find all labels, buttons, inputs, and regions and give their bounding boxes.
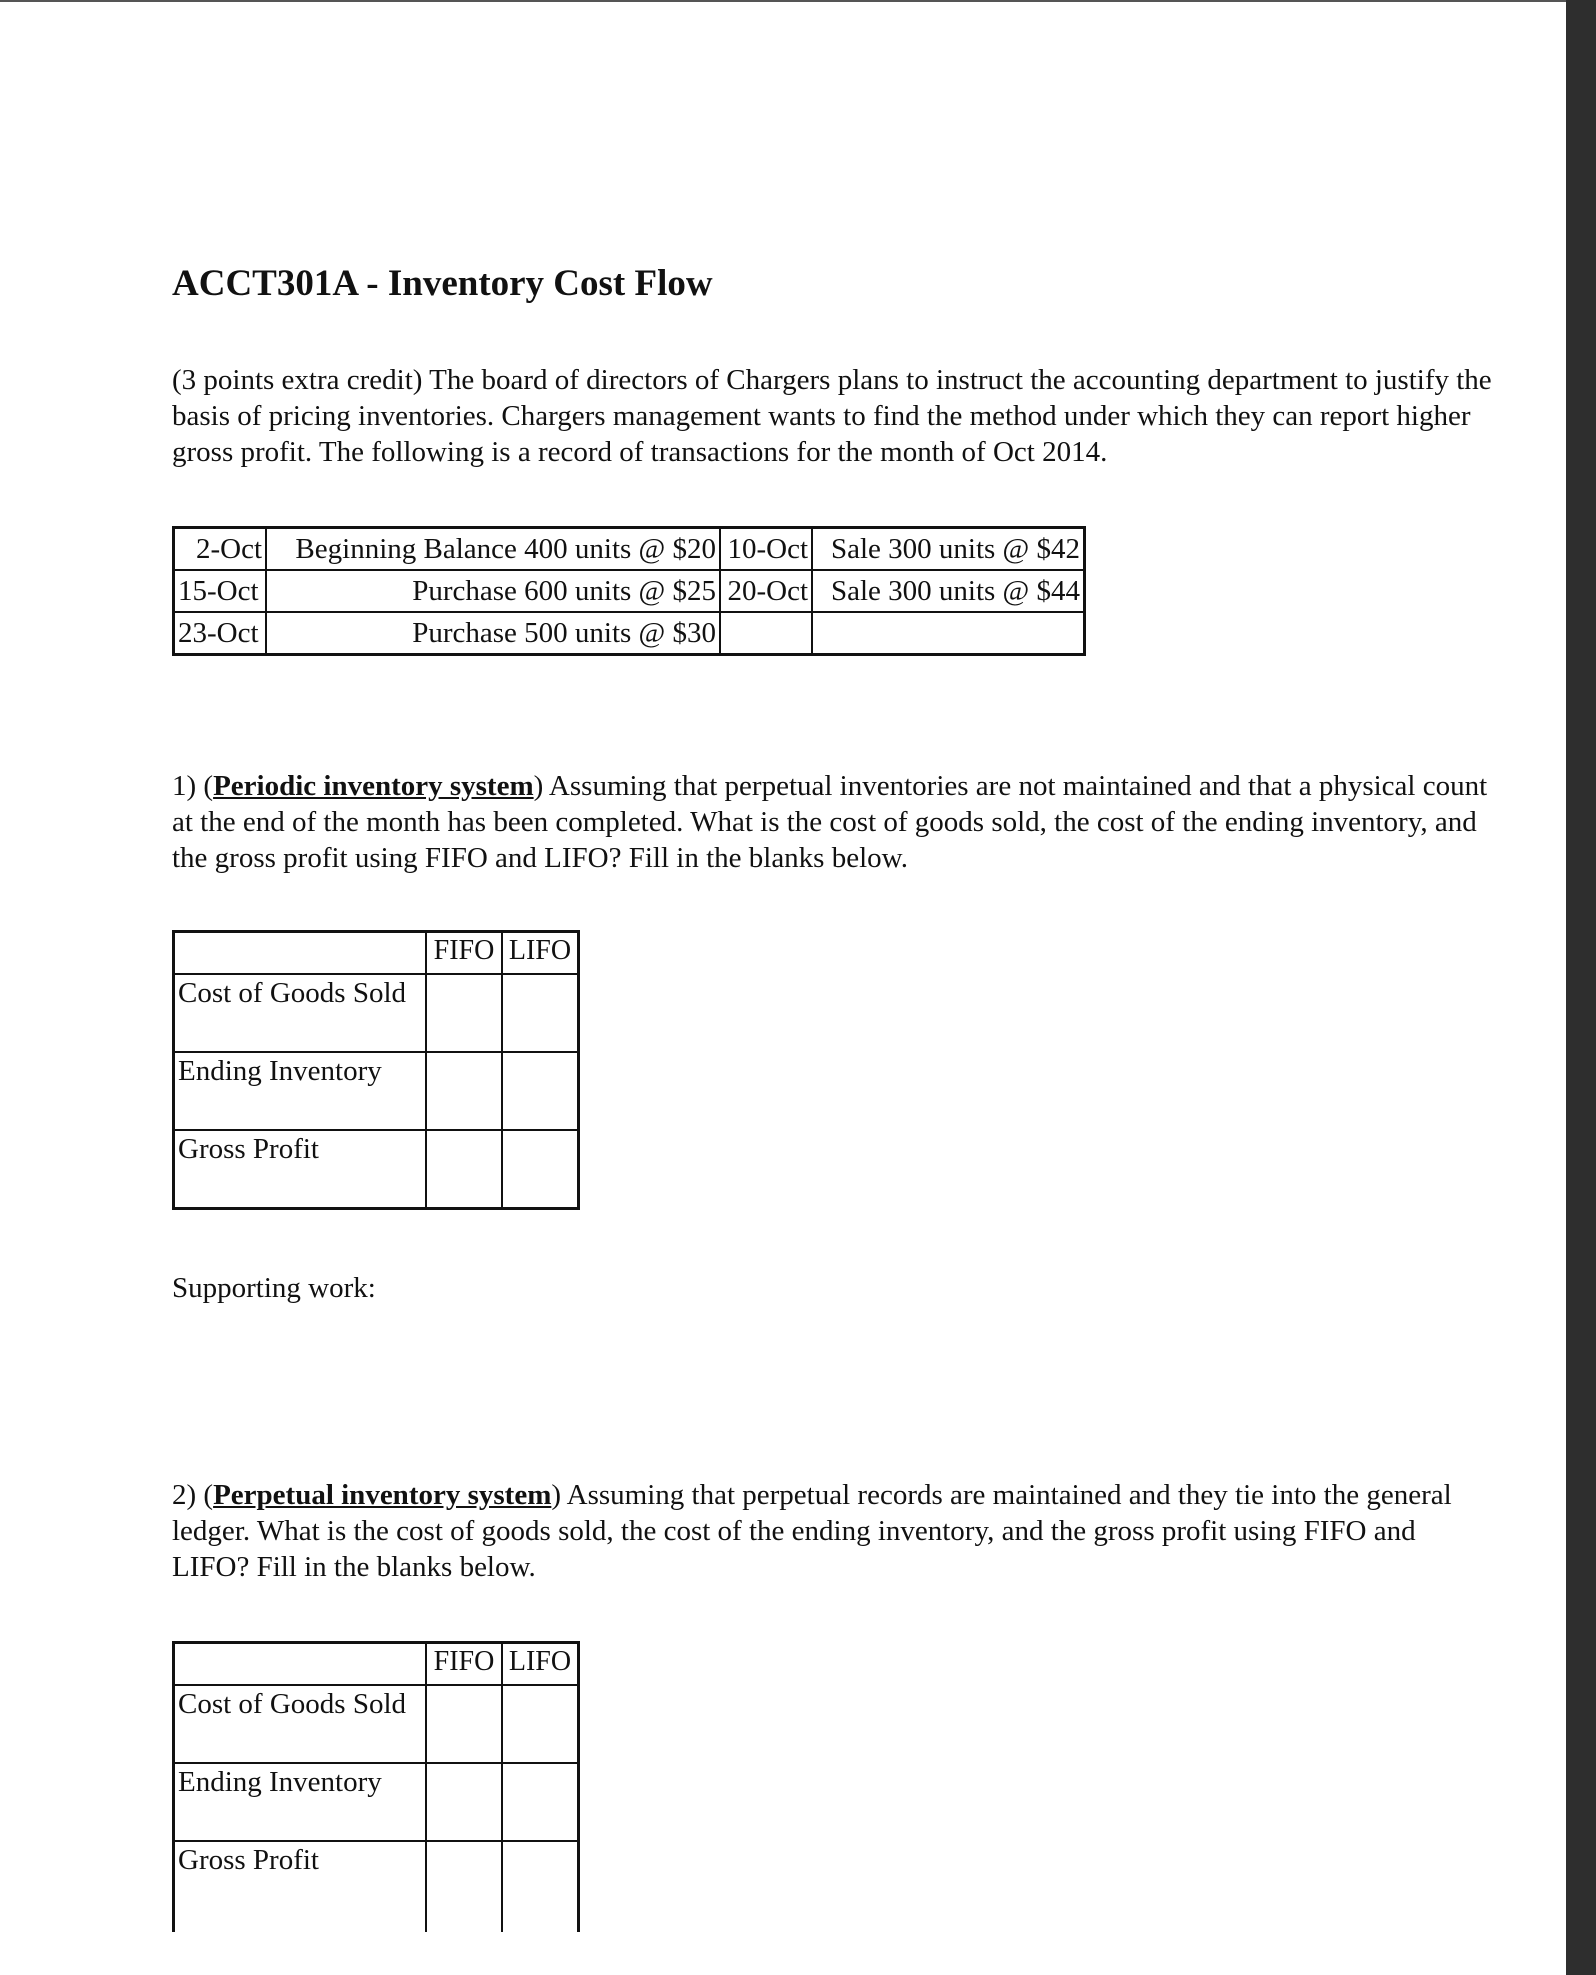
fifo-answer-cell[interactable] (426, 974, 502, 1052)
lifo-answer-cell[interactable] (502, 1052, 579, 1130)
perpetual-results-table (172, 1641, 580, 1932)
lifo-answer-cell[interactable] (502, 974, 579, 1052)
transaction-row (174, 612, 1085, 655)
blank-header-cell (174, 932, 427, 975)
blank-header-cell (174, 1643, 427, 1686)
lifo-answer-cell[interactable] (502, 1685, 579, 1763)
transaction-date: 20-Oct (720, 570, 812, 612)
lifo-header: LIFO (502, 1643, 579, 1686)
lifo-answer-cell[interactable] (502, 1841, 579, 1932)
fifo-answer-cell[interactable] (426, 1841, 502, 1932)
transaction-row (174, 528, 1085, 571)
row-label: Gross Profit (174, 1130, 427, 1209)
table-header-row (174, 932, 579, 975)
question-number: 2) ( (172, 1479, 214, 1511)
fifo-answer-cell[interactable] (426, 1763, 502, 1841)
lifo-header: LIFO (502, 932, 579, 975)
question-emphasis: Perpetual inventory system (213, 1479, 552, 1511)
transaction-date: 10-Oct (720, 528, 812, 571)
transaction-description: Beginning Balance 400 units @ $20 (266, 528, 720, 571)
transaction-description (812, 612, 1085, 655)
table-row (174, 1841, 579, 1932)
table-row (174, 1130, 579, 1209)
table-row (174, 1052, 579, 1130)
supporting-work-label: Supporting work: (172, 1272, 376, 1304)
row-label: Gross Profit (174, 1841, 427, 1932)
row-label: Ending Inventory (174, 1052, 427, 1130)
question-1 (172, 768, 1492, 876)
fifo-answer-cell[interactable] (426, 1130, 502, 1209)
fifo-answer-cell[interactable] (426, 1052, 502, 1130)
viewer-scrollbar[interactable] (1566, 0, 1596, 1975)
fifo-header: FIFO (426, 1643, 502, 1686)
document-title: ACCT301A - Inventory Cost Flow (172, 263, 713, 304)
periodic-results-table (172, 930, 580, 1210)
question-number: 1) ( (172, 770, 214, 802)
fifo-answer-cell[interactable] (426, 1685, 502, 1763)
top-rule (0, 0, 1566, 2)
transaction-row (174, 570, 1085, 612)
transaction-date (720, 612, 812, 655)
transaction-date: 23-Oct (174, 612, 267, 655)
table-row (174, 974, 579, 1052)
transaction-description: Sale 300 units @ $44 (812, 570, 1085, 612)
question-2 (172, 1477, 1492, 1585)
intro-paragraph: (3 points extra credit) The board of directors of Chargers plans to instruct the accounting department to justify the basis of pricing inventories. Chargers management wants to find the method under which they can report higher gross profit. The following is a record of transactions for the month of Oct 2014. (172, 364, 1492, 468)
lifo-answer-cell[interactable] (502, 1763, 579, 1841)
table-header-row (174, 1643, 579, 1686)
transaction-date: 2-Oct (174, 528, 267, 571)
transaction-description: Purchase 600 units @ $25 (266, 570, 720, 612)
transactions-table (172, 526, 1086, 656)
row-label: Ending Inventory (174, 1763, 427, 1841)
question-emphasis: Periodic inventory system (213, 770, 534, 802)
table-row (174, 1763, 579, 1841)
transaction-description: Purchase 500 units @ $30 (266, 612, 720, 655)
fifo-header: FIFO (426, 932, 502, 975)
transaction-description: Sale 300 units @ $42 (812, 528, 1085, 571)
transaction-date: 15-Oct (174, 570, 267, 612)
question-text: ) Assuming that perpetual records are maintained and they tie into the general ledger. What is the cost of goods sold, the cost of the ending inventory, and the gross profit using FIFO and LIFO? Fill in the blanks below. (172, 1479, 1452, 1583)
row-label: Cost of Goods Sold (174, 974, 427, 1052)
question-text: ) Assuming that perpetual inventories are not maintained and that a physical count at the end of the month has been completed. What is the cost of goods sold, the cost of the ending inventory, and the gross profit using FIFO and LIFO? Fill in the blanks below. (172, 770, 1488, 874)
row-label: Cost of Goods Sold (174, 1685, 427, 1763)
lifo-answer-cell[interactable] (502, 1130, 579, 1209)
table-row (174, 1685, 579, 1763)
